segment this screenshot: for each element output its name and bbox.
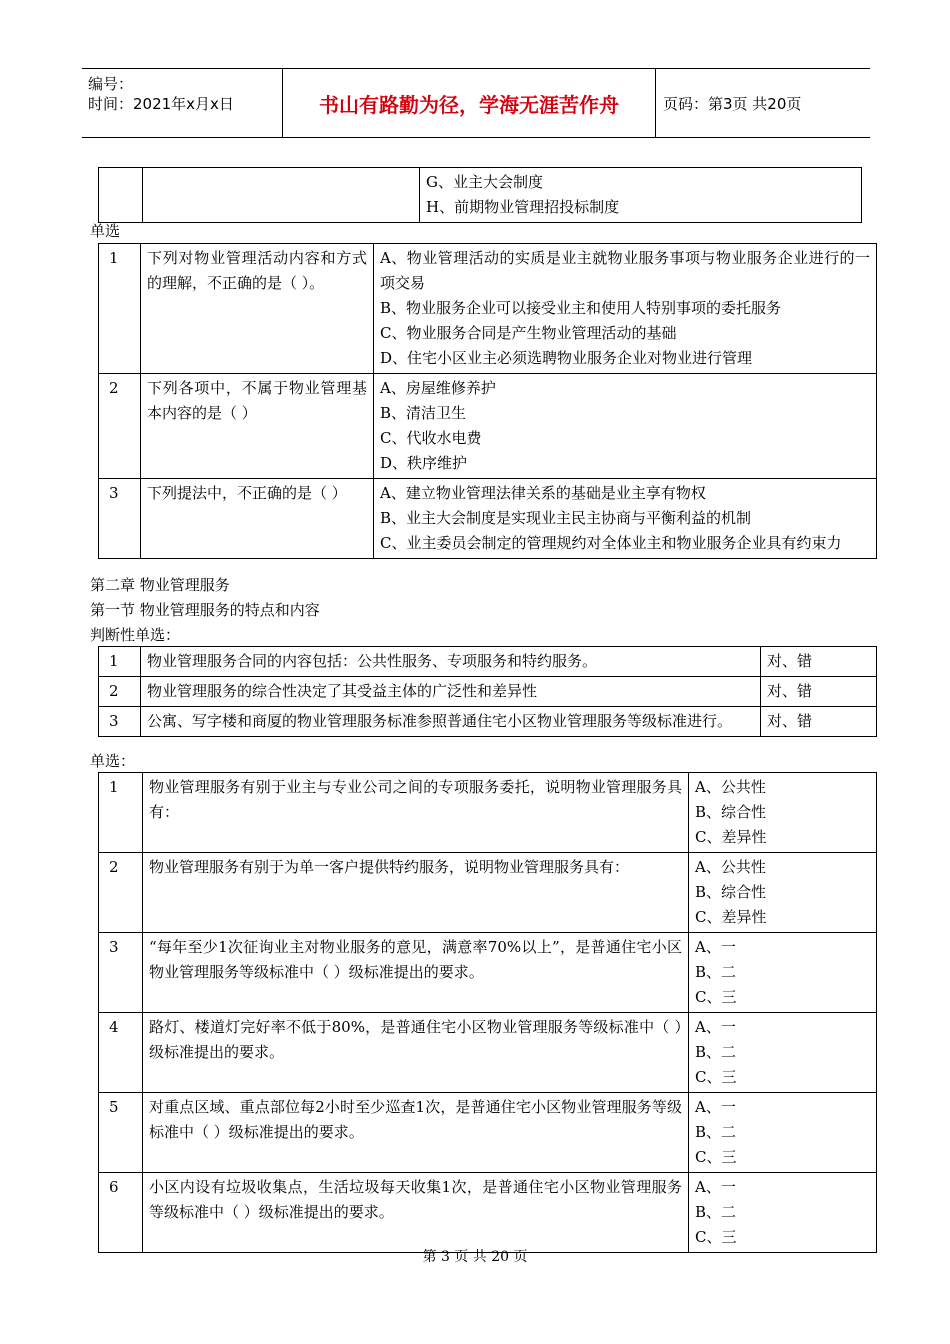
page-header (82, 68, 870, 138)
page-footer: 第 3 页 共 20 页 (422, 1249, 528, 1265)
option: B、物业服务企业可以接受业主和使用人特别事项的委托服务 (380, 299, 782, 317)
options-cell (689, 1013, 877, 1093)
option: B、二 (695, 1203, 737, 1221)
question-text: “每年至少1次征询业主对物业服务的意见，满意率70%以上”，是普通住宅小区物业管理服务等级标准中（ ）级标准提出的要求。 (143, 933, 689, 1013)
answer-options: 对、错 (761, 647, 877, 677)
question-text: 物业管理服务有别于业主与专业公司之间的专项服务委托，说明物业管理服务具有： (143, 773, 689, 853)
option: H、前期物业管理招投标制度 (426, 198, 620, 216)
table-row (99, 244, 877, 374)
question-number: 1 (99, 244, 141, 374)
judge-table (98, 646, 877, 737)
question-number: 4 (99, 1013, 143, 1093)
option: B、业主大会制度是实现业主民主协商与平衡利益的机制 (380, 509, 752, 527)
question-number: 3 (99, 479, 141, 559)
option: D、住宅小区业主必须选聘物业服务企业对物业进行管理 (380, 349, 753, 367)
single-choice-table-2 (98, 772, 877, 1253)
question-number: 3 (99, 707, 141, 737)
option: C、差异性 (695, 908, 767, 926)
options-cell (420, 168, 862, 223)
answer-options: 对、错 (761, 677, 877, 707)
table-row (99, 1013, 877, 1093)
options-cell (689, 853, 877, 933)
options-cell (374, 244, 877, 374)
option: G、业主大会制度 (426, 173, 543, 191)
options-cell (689, 1093, 877, 1173)
table-row (99, 933, 877, 1013)
header-meta (82, 69, 282, 137)
single-choice-table-1 (98, 243, 877, 559)
question-text: 公寓、写字楼和商厦的物业管理服务标准参照普通住宅小区物业管理服务等级标准进行。 (141, 707, 761, 737)
question-text: 物业管理服务合同的内容包括：公共性服务、专项服务和特约服务。 (141, 647, 761, 677)
option: C、三 (695, 1148, 737, 1166)
answer-options: 对、错 (761, 707, 877, 737)
question-number: 1 (99, 773, 143, 853)
question-number: 2 (99, 677, 141, 707)
option: B、二 (695, 1043, 737, 1061)
question-number: 5 (99, 1093, 143, 1173)
options-cell (374, 479, 877, 559)
option: C、物业服务合同是产生物业管理活动的基础 (380, 324, 677, 342)
option: A、物业管理活动的实质是业主就物业服务事项与物业服务企业进行的一项交易 (380, 249, 870, 292)
option: A、一 (695, 1098, 736, 1116)
option: A、公共性 (695, 778, 766, 796)
question-text: 下列对物业管理活动内容和方式的理解，不正确的是（ ）。 (141, 244, 374, 374)
table-row (99, 647, 877, 677)
num-cell (99, 168, 143, 223)
table-row (99, 677, 877, 707)
option: B、综合性 (695, 803, 767, 821)
section-label-judge: 判断性单选： (90, 626, 181, 644)
question-text: 对重点区域、重点部位每2小时至少巡查1次，是普通住宅小区物业管理服务等级标准中（ ）级标准提出的要求。 (143, 1093, 689, 1173)
section-label-single: 单选 (90, 222, 121, 240)
option: C、三 (695, 1068, 737, 1086)
table-row (99, 374, 877, 479)
question-number: 3 (99, 933, 143, 1013)
question-number: 2 (99, 374, 141, 479)
time-label: 时间：2021年x月x日 (88, 95, 234, 113)
section-title: 第一节 物业管理服务的特点和内容 (90, 601, 320, 619)
option: D、秩序维护 (380, 454, 468, 472)
question-number: 2 (99, 853, 143, 933)
option: C、三 (695, 1228, 737, 1246)
question-text: 小区内设有垃圾收集点，生活垃圾每天收集1次，是普通住宅小区物业管理服务等级标准中（ ）级标准提出的要求。 (143, 1173, 689, 1253)
option: C、代收水电费 (380, 429, 482, 447)
question-text: 物业管理服务的综合性决定了其受益主体的广泛性和差异性 (141, 677, 761, 707)
table-row (99, 773, 877, 853)
page-label: 页码：第3页 共20页 (663, 94, 802, 113)
continuation-table (98, 167, 862, 223)
question-number: 1 (99, 647, 141, 677)
options-cell (689, 1173, 877, 1253)
serial-label: 编号： (88, 75, 134, 93)
question-text: 下列各项中，不属于物业管理基本内容的是（ ） (141, 374, 374, 479)
option: A、一 (695, 1178, 736, 1196)
table-row (99, 707, 877, 737)
option: B、清洁卫生 (380, 404, 467, 422)
option: A、一 (695, 1018, 736, 1036)
question-text: 物业管理服务有别于为单一客户提供特约服务，说明物业管理服务具有： (143, 853, 689, 933)
option: C、业主委员会制定的管理规约对全体业主和物业服务企业具有约束力 (380, 534, 842, 552)
options-cell (689, 773, 877, 853)
table-row (99, 853, 877, 933)
option: C、三 (695, 988, 737, 1006)
option: A、房屋维修养护 (380, 379, 496, 397)
question-number: 6 (99, 1173, 143, 1253)
options-cell (689, 933, 877, 1013)
option: A、建立物业管理法律关系的基础是业主享有物权 (380, 484, 706, 502)
motto: 书山有路勤为径，学海无涯苦作舟 (282, 69, 656, 137)
option: A、一 (695, 938, 736, 956)
table-row (99, 479, 877, 559)
option: B、二 (695, 963, 737, 981)
question-text: 下列提法中，不正确的是（ ） (141, 479, 374, 559)
table-row (99, 1173, 877, 1253)
option: B、二 (695, 1123, 737, 1141)
question-text: 路灯、楼道灯完好率不低于80%，是普通住宅小区物业管理服务等级标准中（ ）级标准提出的要求。 (143, 1013, 689, 1093)
section-label-single-2: 单选： (90, 752, 136, 770)
table-row (99, 1093, 877, 1173)
options-cell (374, 374, 877, 479)
question-cell (143, 168, 420, 223)
option: C、差异性 (695, 828, 767, 846)
option: B、综合性 (695, 883, 767, 901)
table-row (99, 168, 862, 223)
option: A、公共性 (695, 858, 766, 876)
chapter-title: 第二章 物业管理服务 (90, 576, 230, 594)
